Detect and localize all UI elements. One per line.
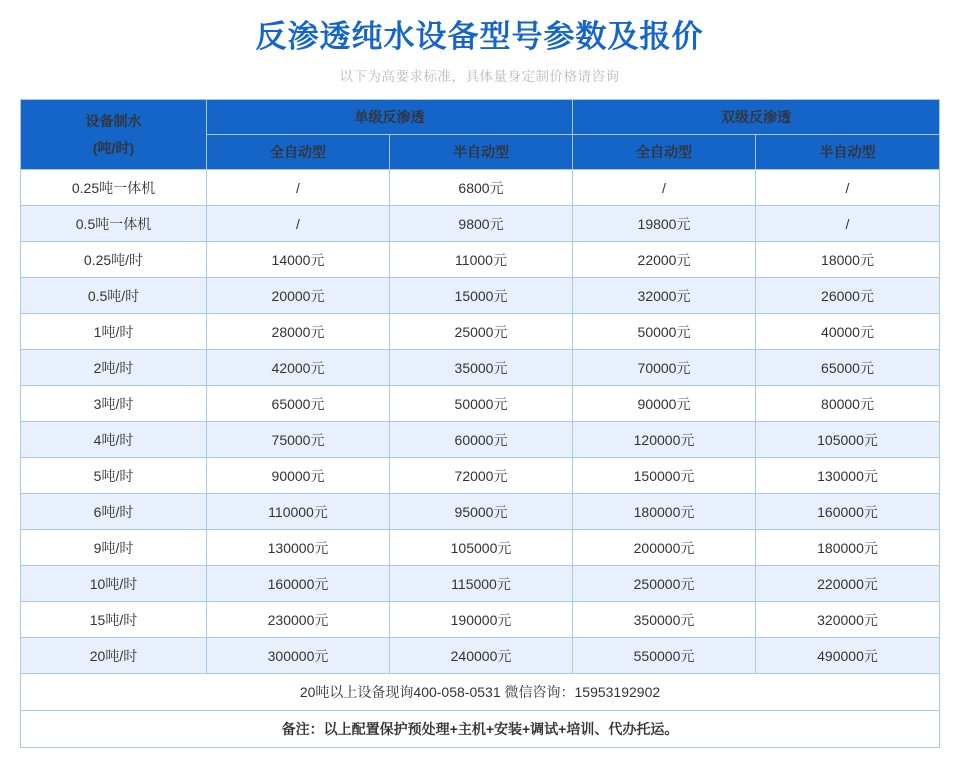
table-row (21, 314, 940, 350)
row-value: 25000元 (390, 314, 573, 350)
table-row (21, 278, 940, 314)
row-value: 9800元 (390, 206, 573, 242)
row-value: 50000元 (390, 386, 573, 422)
row-value: 550000元 (573, 638, 756, 674)
table-row (21, 530, 940, 566)
table-row (21, 494, 940, 530)
row-value: 15000元 (390, 278, 573, 314)
table-row (21, 206, 940, 242)
header-cell-double-auto: 全自动型 (573, 135, 756, 170)
row-value: 90000元 (207, 458, 390, 494)
row-value: 90000元 (573, 386, 756, 422)
footer-contact: 20吨以上设备现询400-058-0531 微信咨询：15953192902 (21, 674, 940, 711)
row-label: 2吨/时 (21, 350, 207, 386)
header-cell-double-semi: 半自动型 (756, 135, 940, 170)
row-value: 105000元 (756, 422, 940, 458)
row-value: 95000元 (390, 494, 573, 530)
row-value: 32000元 (573, 278, 756, 314)
row-value: 75000元 (207, 422, 390, 458)
row-value: / (573, 170, 756, 206)
row-label: 15吨/时 (21, 602, 207, 638)
row-value: 28000元 (207, 314, 390, 350)
row-value: 115000元 (390, 566, 573, 602)
row-label: 0.5吨/时 (21, 278, 207, 314)
row-value: 180000元 (573, 494, 756, 530)
row-value: 105000元 (390, 530, 573, 566)
row-value: 220000元 (756, 566, 940, 602)
row-value: 230000元 (207, 602, 390, 638)
row-value: 72000元 (390, 458, 573, 494)
row-value: 320000元 (756, 602, 940, 638)
row-value: 80000元 (756, 386, 940, 422)
row-label: 1吨/时 (21, 314, 207, 350)
row-label: 5吨/时 (21, 458, 207, 494)
table-footer-contact-row (21, 674, 940, 711)
row-value: 200000元 (573, 530, 756, 566)
row-value: 180000元 (756, 530, 940, 566)
row-value: 65000元 (756, 350, 940, 386)
row-value: 130000元 (756, 458, 940, 494)
table-body (21, 170, 940, 748)
row-value: 11000元 (390, 242, 573, 278)
footer-note: 备注：以上配置保护预处理+主机+安装+调试+培训、代办托运。 (21, 711, 940, 748)
row-value: 20000元 (207, 278, 390, 314)
row-value: 70000元 (573, 350, 756, 386)
row-value: 50000元 (573, 314, 756, 350)
header-cell-single-stage: 单级反渗透 (207, 100, 573, 135)
capacity-label-line2: (吨/时) (92, 139, 135, 156)
row-value: 35000元 (390, 350, 573, 386)
row-value: 190000元 (390, 602, 573, 638)
table-row (21, 638, 940, 674)
row-value: 42000元 (207, 350, 390, 386)
row-label: 6吨/时 (21, 494, 207, 530)
row-value: 110000元 (207, 494, 390, 530)
page-title: 反渗透纯水设备型号参数及报价 (255, 19, 704, 54)
header-row-groups (21, 100, 940, 135)
header-cell-single-auto: 全自动型 (207, 135, 390, 170)
page-subtitle: 以下为高要求标准，具体量身定制价格请咨询 (339, 69, 620, 85)
row-label: 4吨/时 (21, 422, 207, 458)
header-cell-single-semi: 半自动型 (390, 135, 573, 170)
row-value: 240000元 (390, 638, 573, 674)
table-row (21, 350, 940, 386)
row-value: / (756, 170, 940, 206)
row-label: 0.5吨一体机 (21, 206, 207, 242)
row-value: 6800元 (390, 170, 573, 206)
row-value: 250000元 (573, 566, 756, 602)
row-label: 0.25吨/时 (21, 242, 207, 278)
row-value: / (207, 206, 390, 242)
table-row (21, 422, 940, 458)
table-row (21, 458, 940, 494)
row-value: 18000元 (756, 242, 940, 278)
row-value: 490000元 (756, 638, 940, 674)
row-value: 14000元 (207, 242, 390, 278)
header-cell-double-stage: 双级反渗透 (573, 100, 940, 135)
row-value: 60000元 (390, 422, 573, 458)
row-value: 65000元 (207, 386, 390, 422)
row-label: 10吨/时 (21, 566, 207, 602)
row-value: 120000元 (573, 422, 756, 458)
row-value: 40000元 (756, 314, 940, 350)
row-label: 3吨/时 (21, 386, 207, 422)
table-footer-note-row (21, 711, 940, 748)
row-value: / (756, 206, 940, 242)
row-value: 160000元 (207, 566, 390, 602)
table-header (21, 100, 940, 170)
capacity-label-line1: 设备制水 (85, 113, 142, 130)
row-label: 9吨/时 (21, 530, 207, 566)
row-label: 20吨/时 (21, 638, 207, 674)
row-value: 26000元 (756, 278, 940, 314)
header-cell-capacity (21, 100, 207, 170)
row-value: 300000元 (207, 638, 390, 674)
table-row (21, 242, 940, 278)
row-value: 130000元 (207, 530, 390, 566)
row-value: 160000元 (756, 494, 940, 530)
table-row (21, 170, 940, 206)
row-value: 350000元 (573, 602, 756, 638)
row-label: 0.25吨一体机 (21, 170, 207, 206)
price-table (20, 99, 940, 748)
table-row (21, 602, 940, 638)
row-value: 22000元 (573, 242, 756, 278)
table-row (21, 566, 940, 602)
row-value: / (207, 170, 390, 206)
table-row (21, 386, 940, 422)
row-value: 19800元 (573, 206, 756, 242)
row-value: 150000元 (573, 458, 756, 494)
